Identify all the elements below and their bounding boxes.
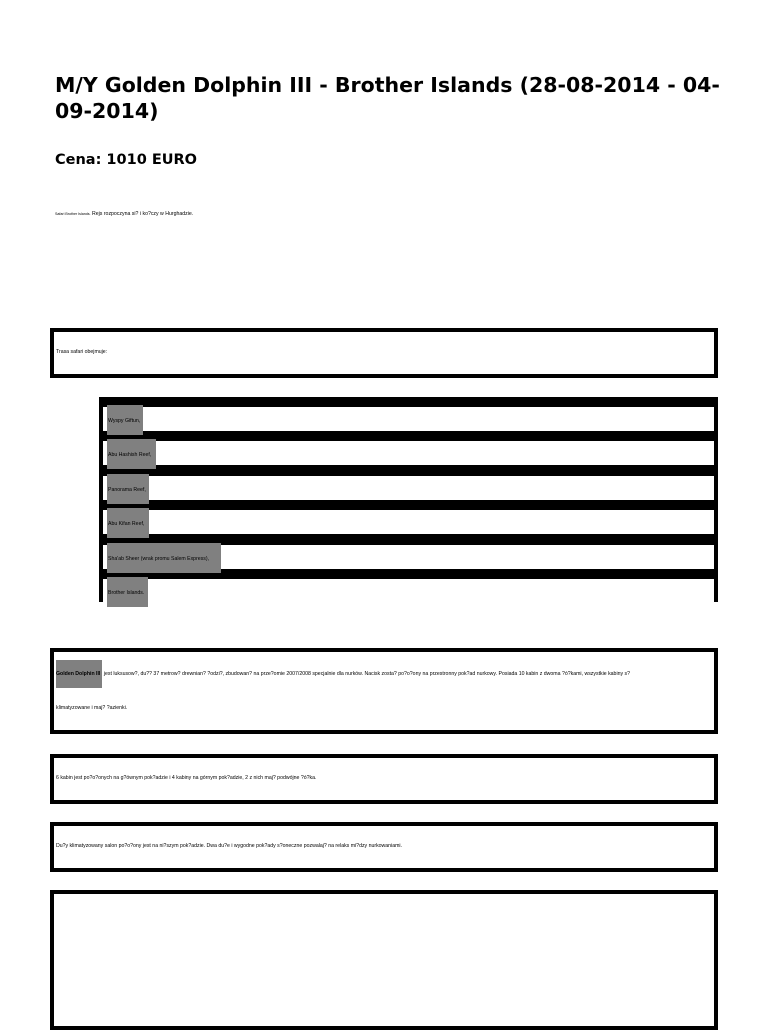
list-item xyxy=(103,545,714,569)
cabins-box xyxy=(50,754,718,804)
route-heading-box xyxy=(50,328,718,378)
list-item xyxy=(103,476,714,500)
next-section-box xyxy=(50,890,718,1030)
list-item xyxy=(103,441,714,465)
boat-description-line2: klimatyzowane i maj? ?azienki. xyxy=(56,705,128,711)
route-item-label: Abu Kifan Reef, xyxy=(107,508,149,538)
route-list xyxy=(99,397,718,602)
list-item xyxy=(103,407,714,431)
intro-paragraph xyxy=(55,210,193,218)
route-item-label: Wyspy Giftun, xyxy=(107,405,143,435)
route-heading: Trasa safari obejmuje: xyxy=(56,349,108,355)
page-title: M/Y Golden Dolphin III - Brother Islands (28-08-2014 - 04-09-2014) xyxy=(55,73,720,123)
boat-description-line1 xyxy=(56,670,630,688)
cabins-text: 6 kabin jest po?o?onych na g?ównym pok?adzie i 4 kabiny na górnym pok?adzie, 2 z nich maj? podwójne ?ó?ka. xyxy=(56,775,317,781)
route-item-label: Abu Hashish Reef, xyxy=(107,439,156,469)
boat-description-box xyxy=(50,648,718,734)
salon-text: Du?y klimatyzowany salon po?o?ony jest na ni?szym pok?adzie. Dwa du?e i wygodne pok?ady s?oneczne pozwalaj? na relaks mi?dzy nurkowaniami. xyxy=(56,843,403,849)
route-item-label: Brother Islands. xyxy=(107,577,148,607)
intro-text: Rejs rozpoczyna si? i ko?czy w Hurghadzie. xyxy=(92,211,194,217)
salon-box xyxy=(50,822,718,872)
route-item-label: Sha'ab Sheer (wrak promu Salem Express), xyxy=(107,543,221,573)
route-item-label: Panorama Reef, xyxy=(107,474,149,504)
price-heading: Cena: 1010 EURO xyxy=(55,152,198,168)
boat-description-text: jest luksusow?, du?? 37 metrow? drewnian? ?odzi?, zbudowan? na prze?omie 2007/2008 specjalnie dla nurków. Nacisk zosta? po?o?ony na przestronny pok?ad nurkowy. Posiada 10 kabin z dwoma ?ó?kami, wszystkie kabiny s? xyxy=(102,671,630,677)
intro-small-text: Safari Brother Islands. xyxy=(55,212,91,216)
boat-name: Golden Dolphin III xyxy=(56,660,102,688)
list-item xyxy=(103,579,714,603)
list-item xyxy=(103,510,714,534)
